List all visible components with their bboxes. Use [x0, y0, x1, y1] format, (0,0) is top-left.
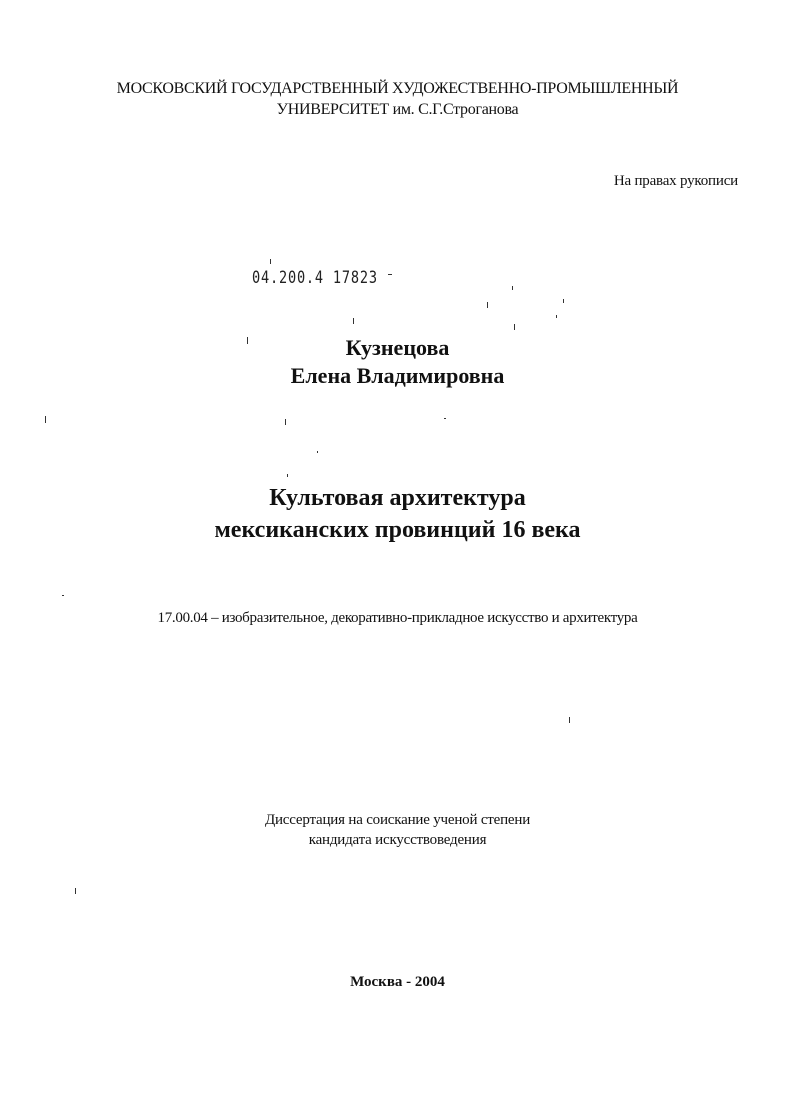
scan-speck [62, 595, 64, 596]
scan-speck [287, 474, 288, 477]
scan-speck [444, 418, 446, 419]
university-line-1: МОСКОВСКИЙ ГОСУДАРСТВЕННЫЙ ХУДОЖЕСТВЕННО-ПРОМЫШЛЕННЫЙ [116, 80, 679, 97]
scan-speck [388, 274, 392, 275]
degree-line-1: Диссертация на соискание ученой степени [264, 812, 531, 828]
specialty-code: 17.00.04 – изобразительное, декоративно-прикладное искусство и архитектура [157, 610, 638, 626]
scan-speck [247, 337, 248, 344]
library-stamp-number: 04.200.4 17823 [252, 268, 378, 288]
author-surname: Кузнецова [345, 335, 450, 360]
scan-speck [556, 315, 557, 318]
degree-line-2: кандидата искусствоведения [308, 832, 487, 848]
title-line-1: Культовая архитектура [269, 485, 526, 511]
scan-speck [75, 888, 76, 894]
scan-speck [487, 302, 488, 308]
scan-speck [563, 299, 564, 303]
scan-speck [317, 451, 318, 453]
scan-speck [512, 286, 513, 290]
scan-speck [270, 259, 271, 264]
dissertation-title [0, 482, 795, 546]
university-line-2: УНИВЕРСИТЕТ им. С.Г.Строганова [276, 101, 519, 118]
degree-statement [0, 810, 795, 850]
scan-speck [353, 318, 354, 324]
title-line-2: мексиканских провинций 16 века [214, 517, 581, 543]
scan-speck [285, 419, 286, 425]
university-name [0, 78, 795, 120]
scan-speck [514, 324, 515, 330]
author-given-names: Елена Владимировна [290, 363, 505, 388]
scan-speck [569, 717, 570, 723]
city-year: Москва - 2004 [350, 974, 445, 990]
scan-speck [45, 416, 46, 423]
author-name [0, 334, 795, 390]
manuscript-rights-note: На правах рукописи [613, 173, 738, 189]
